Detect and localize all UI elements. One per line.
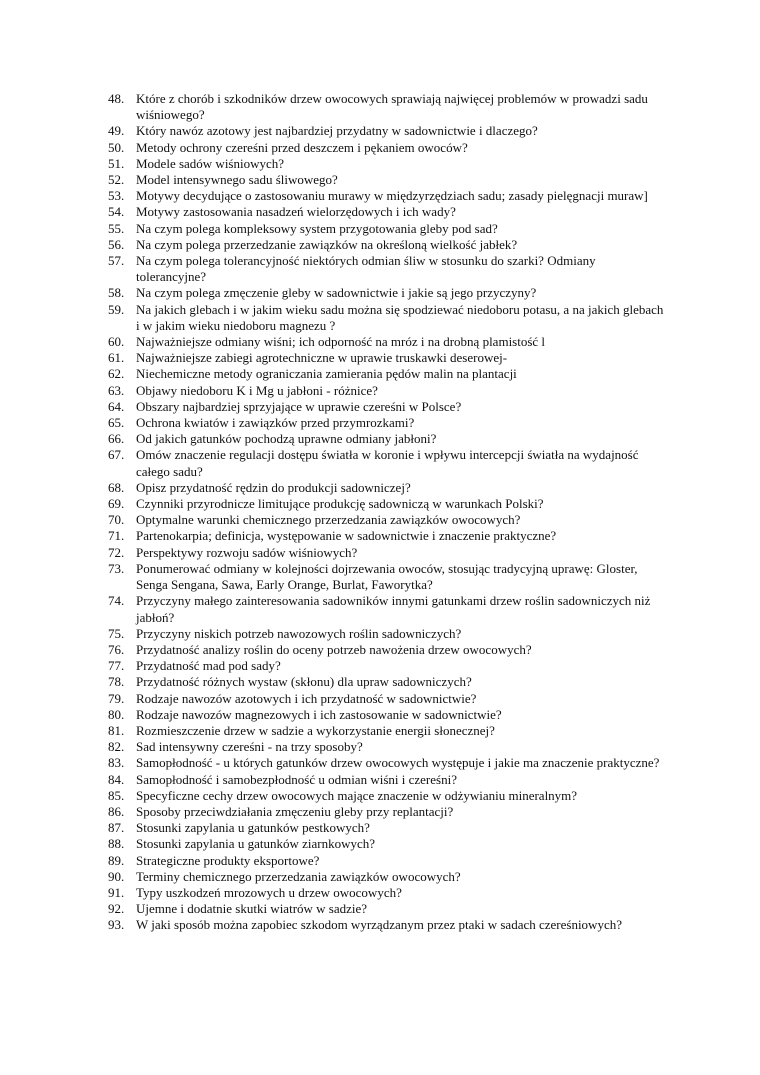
question-number: 88. [108,836,125,852]
question-item [108,788,668,804]
question-text: Partenokarpia; definicja, występowanie w sadownictwie i znaczenie praktyczne? [136,528,557,544]
question-number: 69. [108,496,125,512]
question-text: Objawy niedoboru K i Mg u jabłoni - różnice? [136,382,378,398]
question-item [108,723,668,739]
question-item [108,140,668,156]
question-item [108,253,668,285]
question-item [108,188,668,204]
question-number: 92. [108,901,125,917]
question-number: 82. [108,739,125,755]
question-text: Czynniki przyrodnicze limitujące produkcję sadowniczą w warunkach Polski? [136,496,544,512]
question-item [108,674,668,690]
question-item [108,91,668,123]
question-item [108,545,668,561]
question-number: 65. [108,415,125,431]
question-item [108,691,668,707]
question-text: Motywy decydujące o zastosowaniu murawy w międzyrzędziach sadu; zasady pielęgnacji muraw] [136,188,648,204]
question-text: Przydatność analizy roślin do oceny potrzeb nawożenia drzew owocowych? [136,641,532,657]
question-item [108,302,668,334]
question-item [108,415,668,431]
question-number: 51. [108,155,125,171]
question-number: 93. [108,917,125,933]
question-item [108,285,668,301]
question-text: Terminy chemicznego przerzedzania zawiązków owocowych? [136,868,461,884]
question-number: 73. [108,560,125,576]
question-text: Ponumerować odmiany w kolejności dojrzewania owoców, stosując tradycyjną uprawę: Gloster, Senga Sengana, Sawa, Early Orange, Burlat, Faworytka? [136,560,638,593]
question-text: W jaki sposób można zapobiec szkodom wyrządzanym przez ptaki w sadach czereśniowych? [136,917,622,933]
question-number: 57. [108,253,125,269]
question-number: 90. [108,868,125,884]
question-text: Obszary najbardziej sprzyjające w uprawie czereśni w Polsce? [136,398,462,414]
question-number: 50. [108,139,125,155]
question-text: Najważniejsze odmiany wiśni; ich odporność na mróz i na drobną plamistość l [136,334,546,350]
question-number: 64. [108,398,125,414]
question-item [108,172,668,188]
question-number: 49. [108,123,125,139]
question-text: Specyficzne cechy drzew owocowych mające znaczenie w odżywianiu mineralnym? [136,787,578,803]
question-number: 72. [108,544,125,560]
question-item [108,334,668,350]
question-item [108,350,668,366]
question-item [108,739,668,755]
question-list [108,91,668,934]
question-item [108,399,668,415]
question-item [108,561,668,593]
question-number: 54. [108,204,125,220]
question-number: 68. [108,479,125,495]
question-number: 77. [108,658,125,674]
question-text: Rodzaje nawozów magnezowych i ich zastosowanie w sadownictwie? [136,706,502,722]
question-text: Na czym polega tolerancyjność niektórych odmian śliw w stosunku do szarki? Odmiany tolerancyjne? [136,253,596,285]
question-number: 48. [108,91,125,106]
question-number: 55. [108,220,125,236]
question-text: Strategiczne produkty eksportowe? [136,852,320,868]
question-item [108,156,668,172]
question-item [108,480,668,496]
question-text: Rozmieszczenie drzew w sadzie a wykorzystanie energii słonecznej? [136,722,495,738]
question-number: 81. [108,722,125,738]
question-text: Niechemiczne metody ograniczania zamierania pędów malin na plantacji [136,366,517,382]
question-number: 89. [108,852,125,868]
question-number: 60. [108,334,125,350]
question-item [108,528,668,544]
question-item [108,853,668,869]
question-text: Optymalne warunki chemicznego przerzedzania zawiązków owocowych? [136,512,521,528]
question-text: Omów znaczenie regulacji dostępu światła w koronie i wpływu intercepcji światła na wydajność całego sadu? [136,447,639,479]
question-number: 62. [108,366,125,382]
question-number: 87. [108,820,125,836]
question-text: Opisz przydatność rędzin do produkcji sadowniczej? [136,479,411,495]
question-item [108,626,668,642]
question-item [108,707,668,723]
question-item [108,496,668,512]
question-item [108,237,668,253]
question-text: Przyczyny małego zainteresowania sadowników innymi gatunkami drzew roślin sadowniczych niż jabłoń? [136,593,651,625]
question-number: 70. [108,512,125,528]
question-text: Przyczyny niskich potrzeb nawozowych roślin sadowniczych? [136,625,462,641]
question-item [108,885,668,901]
question-text: Model intensywnego sadu śliwowego? [136,172,338,188]
question-number: 80. [108,706,125,722]
question-item [108,204,668,220]
question-item [108,431,668,447]
question-number: 84. [108,771,125,787]
question-number: 83. [108,755,125,771]
question-number: 52. [108,172,125,188]
question-item [108,820,668,836]
question-text: Typy uszkodzeń mrozowych u drzew owocowych? [136,884,402,900]
question-text: Które z chorób i szkodników drzew owocowych sprawiają najwięcej problemów w prowadzi sadu wiśniowego? [136,91,648,123]
question-item [108,772,668,788]
question-text: Sposoby przeciwdziałania zmęczeniu gleby przy replantacji? [136,803,454,819]
question-number: 74. [108,593,125,609]
question-item [108,512,668,528]
question-number: 58. [108,285,125,301]
question-number: 63. [108,382,125,398]
question-text: Który nawóz azotowy jest najbardziej przydatny w sadownictwie i dlaczego? [136,123,538,139]
question-number: 76. [108,641,125,657]
question-number: 56. [108,236,125,252]
question-text: Sad intensywny czereśni - na trzy sposoby? [136,739,363,755]
question-number: 85. [108,787,125,803]
question-text: Na jakich glebach i w jakim wieku sadu można się spodziewać niedoboru potasu, a na jakich glebach i w jakim wieku niedoboru magnezu ? [136,301,664,333]
question-text: Stosunki zapylania u gatunków ziarnkowych? [136,836,375,852]
question-number: 67. [108,447,125,463]
question-item [108,917,668,933]
question-text: Ujemne i dodatnie skutki wiatrów w sadzie? [136,901,368,917]
question-item [108,658,668,674]
question-item [108,901,668,917]
question-item [108,447,668,479]
question-item [108,869,668,885]
question-number: 59. [108,301,125,317]
question-text: Na czym polega przerzedzanie zawiązków na określoną wielkość jabłek? [136,236,518,252]
question-number: 53. [108,188,125,204]
question-number: 61. [108,350,125,366]
question-text: Stosunki zapylania u gatunków pestkowych? [136,820,370,836]
question-text: Perspektywy rozwoju sadów wiśniowych? [136,544,358,560]
question-number: 79. [108,690,125,706]
question-item [108,804,668,820]
question-number: 86. [108,803,125,819]
question-number: 66. [108,431,125,447]
question-text: Samopłodność i samobezpłodność u odmian wiśni i czereśni? [136,771,457,787]
question-item [108,593,668,625]
question-text: Metody ochrony czereśni przed deszczem i pękaniem owoców? [136,139,468,155]
question-item [108,123,668,139]
question-text: Modele sadów wiśniowych? [136,155,285,171]
question-item [108,383,668,399]
question-item [108,221,668,237]
question-number: 91. [108,884,125,900]
question-item [108,366,668,382]
question-text: Ochrona kwiatów i zawiązków przed przymrozkami? [136,415,415,431]
question-number: 78. [108,674,125,690]
question-text: Na czym polega zmęczenie gleby w sadownictwie i jakie są jego przyczyny? [136,285,537,301]
question-item [108,755,668,771]
question-text: Najważniejsze zabiegi agrotechniczne w uprawie truskawki deserowej- [136,350,508,366]
question-text: Na czym polega kompleksowy system przygotowania gleby pod sad? [136,220,498,236]
question-item [108,642,668,658]
question-text: Przydatność mad pod sady? [136,658,281,674]
question-number: 71. [108,528,125,544]
question-text: Przydatność różnych wystaw (skłonu) dla upraw sadowniczych? [136,674,472,690]
question-item [108,836,668,852]
question-text: Od jakich gatunków pochodzą uprawne odmiany jabłoni? [136,431,437,447]
question-number: 75. [108,625,125,641]
question-text: Motywy zastosowania nasadzeń wielorzędowych i ich wady? [136,204,456,220]
question-text: Samopłodność - u których gatunków drzew owocowych występuje i jakie ma znaczenie praktyczne? [136,755,660,771]
question-text: Rodzaje nawozów azotowych i ich przydatność w sadownictwie? [136,690,477,706]
